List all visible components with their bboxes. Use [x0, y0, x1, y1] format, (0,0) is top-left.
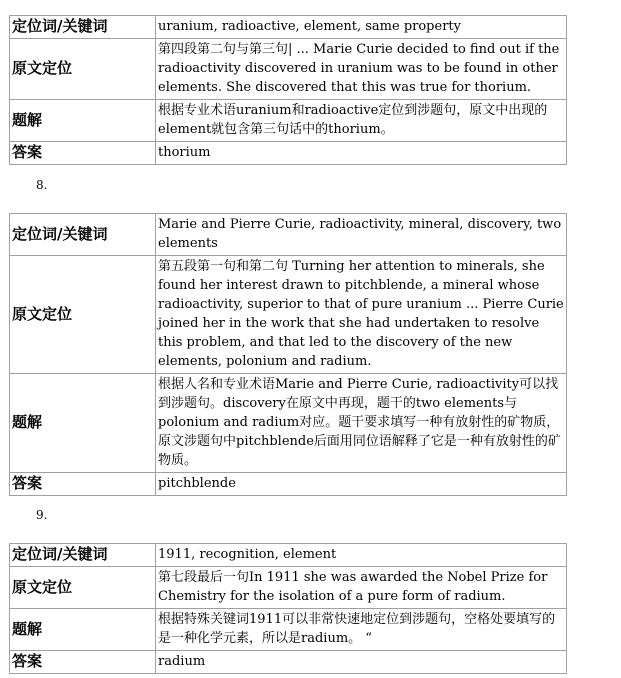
answer-row: [10, 473, 567, 496]
explanation-label: 题解: [10, 100, 156, 142]
location-row: [10, 567, 567, 609]
explanation-row: [10, 609, 567, 651]
location-value: 第七段最后一句In 1911 she was awarded the Nobel Prize for Chemistry for the isolation of a pure form of radium.: [156, 567, 567, 609]
answer-table-1: [9, 15, 567, 165]
keywords-label: 定位词/关键词: [10, 544, 156, 567]
keywords-value: uranium, radioactive, element, same property: [156, 16, 567, 39]
location-label: 原文定位: [10, 39, 156, 100]
keywords-value: Marie and Pierre Curie, radioactivity, mineral, discovery, two elements: [156, 214, 567, 256]
answer-table-3: [9, 543, 567, 674]
answer-row: [10, 142, 567, 165]
keywords-value: 1911, recognition, element: [156, 544, 567, 567]
location-row: [10, 39, 567, 100]
answer-label: 答案: [10, 473, 156, 496]
answer-value: radium: [156, 651, 567, 674]
explanation-label: 题解: [10, 609, 156, 651]
keywords-row: [10, 16, 567, 39]
answer-row: [10, 651, 567, 674]
answer-value: pitchblende: [156, 473, 567, 496]
explanation-value: 根据专业术语uranium和radioactive定位到涉题句，原文中出现的element就包含第三句话中的thorium。: [156, 100, 567, 142]
explanation-value: 根据人名和专业术语Marie and Pierre Curie, radioactivity可以找到涉题句。discovery在原文中再现，题干的two elements与polonium and radium对应。题干要求填写一种有放射性的矿物质，原文涉题句中pitchblende后面用同位语解释了它是一种有放射性的矿物质。: [156, 374, 567, 473]
location-label: 原文定位: [10, 256, 156, 374]
keywords-row: [10, 544, 567, 567]
explanation-row: [10, 374, 567, 473]
answer-value: thorium: [156, 142, 567, 165]
location-value: 第五段第一句和第二句 Turning her attention to minerals, she found her interest drawn to pitchblende, a mineral whose radioactivity, superior to that of pure uranium ... Pierre Curie joined her in the work that she had undertaken to resolve this problem, and that led to the discovery of the new elements, polonium and radium.: [156, 256, 567, 374]
explanation-row: [10, 100, 567, 142]
explanation-label: 题解: [10, 374, 156, 473]
question-number-8: 8.: [36, 178, 48, 192]
keywords-label: 定位词/关键词: [10, 214, 156, 256]
keywords-row: [10, 214, 567, 256]
question-number-9: 9.: [36, 508, 48, 522]
location-row: [10, 256, 567, 374]
location-value: 第四段第二句与第三句| ... Marie Curie decided to find out if the radioactivity discovered in uranium was to be found in other elements. She discovered that this was true for thorium.: [156, 39, 567, 100]
answer-label: 答案: [10, 651, 156, 674]
explanation-value: 根据特殊关键词1911可以非常快速地定位到涉题句，空格处要填写的是一种化学元素，所以是radium。 “: [156, 609, 567, 651]
location-label: 原文定位: [10, 567, 156, 609]
answer-table-2: [9, 213, 567, 496]
answer-label: 答案: [10, 142, 156, 165]
keywords-label: 定位词/关键词: [10, 16, 156, 39]
